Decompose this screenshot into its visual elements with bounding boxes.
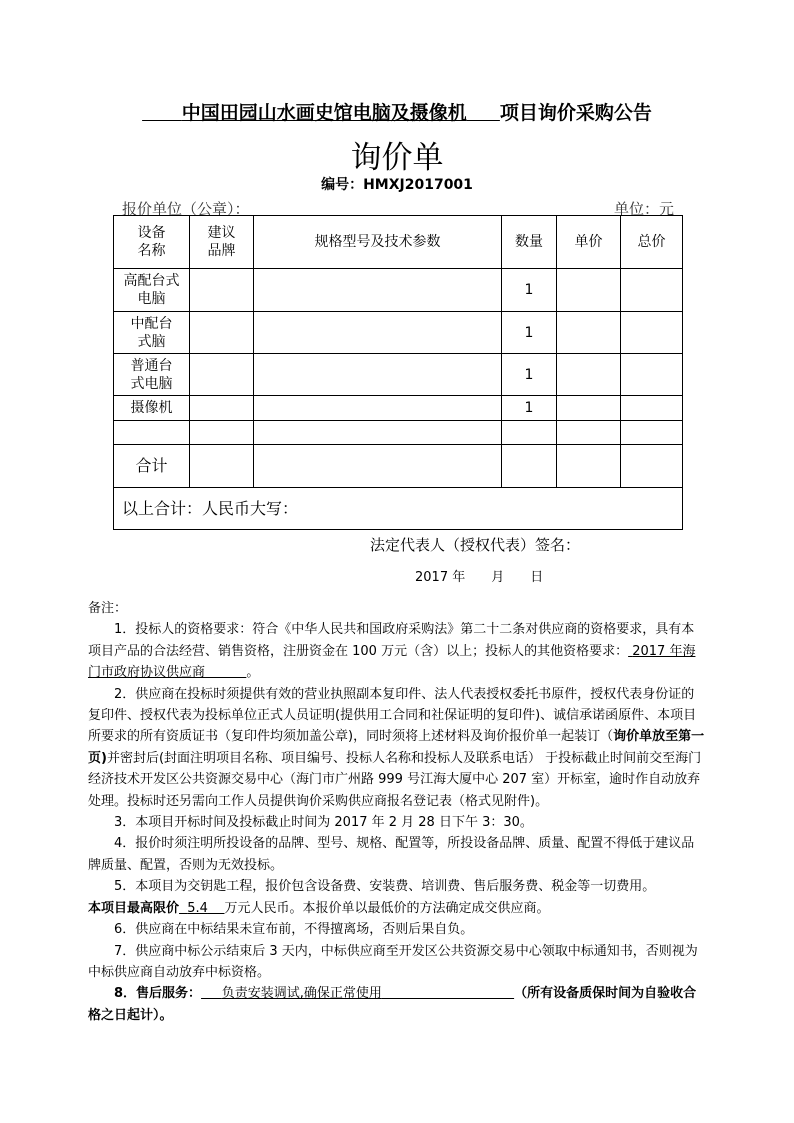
note-1-text: 1．投标人的资格要求：符合《中华人民共和国政府采购法》第二十二条对供应商的资格要求，具有本项目产品的合法经营、销售资格，注册资金在 100 万元（含）以上；投标人的其他资格要求： [88, 622, 695, 659]
note-8-label: 8．售后服务： [114, 986, 202, 1002]
header-brand [190, 216, 254, 269]
note-8-service: 负责安装调试,确保正常使用 [221, 986, 382, 1002]
header-device-name-text: 设备名称 [137, 225, 166, 259]
row-qty: 1 [502, 396, 557, 421]
max-price-label: 本项目最高限价 [88, 900, 180, 916]
max-price-line [88, 898, 706, 919]
row-qty: 1 [502, 269, 557, 312]
row-spec-cell[interactable] [254, 396, 502, 421]
row-brand-cell[interactable] [190, 354, 254, 396]
table-header-row [114, 216, 683, 269]
table-row [114, 421, 683, 445]
note-2-text-end: 并密封后(封面注明项目名称、项目编号、投标人名称和投标人及联系电话） 于投标截止时间前交至海门经济技术开发区公共资源交易中心（海门市广州路 999 号江海大厦中心 207 室）开标室，逾时作自动放弃处理。投标时还另需向工作人员提供询价采购供应商报名登记表（格式见附件)。 [88, 750, 702, 809]
row-spec-cell[interactable] [254, 421, 502, 445]
total-amount-cell[interactable] [621, 445, 683, 488]
row-device-name-text: 普通台式电脑 [130, 357, 173, 392]
row-qty: 1 [502, 354, 557, 396]
row-unit-price-cell[interactable] [557, 312, 621, 354]
document-code: 编号：HMXJ2017001 [321, 177, 473, 193]
row-device-name [114, 354, 190, 396]
total-qty-cell[interactable] [502, 445, 557, 488]
total-label: 合计 [114, 445, 190, 488]
sum-in-words-label[interactable]: 以上合计：人民币大写： [114, 488, 683, 530]
note-6: 6．供应商在中标结果未宣布前，不得擅离场，否则后果自负。 [114, 922, 474, 938]
signature-label: 法定代表人（授权代表）签名： [370, 536, 581, 554]
row-device-name [114, 269, 190, 312]
note-4: 4．报价时须注明所投设备的品牌、型号、规格、配置等，所投设备品牌、质量、配置不得低于建议品牌质量、配置，否则为无效投标。 [88, 836, 695, 873]
row-device-name [114, 312, 190, 354]
row-spec-cell[interactable] [254, 269, 502, 312]
note-1-qualification: 2017 年海门市政府协议供应商 [88, 643, 696, 681]
row-device-name: 摄像机 [114, 396, 190, 421]
row-brand-cell[interactable] [190, 312, 254, 354]
row-device-name-text: 高配台式电脑 [123, 273, 180, 307]
note-2 [88, 684, 706, 812]
total-brand-cell[interactable] [190, 445, 254, 488]
signature-date: 2017 年 月 日 [415, 570, 544, 585]
currency-unit: 单位：元 [613, 200, 674, 218]
row-total-price-cell[interactable] [621, 269, 683, 312]
row-total-price-cell[interactable] [621, 312, 683, 354]
table-row [114, 312, 683, 354]
note-8 [88, 983, 706, 1026]
header-brand-text: 建议品牌 [207, 225, 236, 259]
total-row [114, 445, 683, 488]
row-brand-cell[interactable] [190, 269, 254, 312]
row-device-name-text: 中配台式脑 [130, 315, 173, 350]
row-brand-cell[interactable] [190, 396, 254, 421]
header-unit-price: 单价 [557, 216, 621, 269]
title-project: 中国田园山水画史馆电脑及摄像机 [181, 102, 467, 124]
note-3: 3．本项目开标时间及投标截止时间为 2017 年 2 月 28 日下午 3：30。 [114, 815, 533, 831]
header-device-name [114, 216, 190, 269]
header-qty: 数量 [502, 216, 557, 269]
row-total-price-cell[interactable] [621, 354, 683, 396]
quote-unit-label: 报价单位（公章）： [122, 200, 250, 218]
row-unit-price-cell[interactable] [557, 396, 621, 421]
note-1-end: 。 [246, 665, 260, 681]
note-5: 5．本项目为交钥匙工程，报价包含设备费、安装费、培训费、售后服务费、税金等一切费用。 [114, 879, 656, 895]
note-7: 7．供应商中标公示结束后 3 天内，中标供应商至开发区公共资源交易中心领取中标通知书，否则视为中标供应商自动放弃中标资格。 [88, 943, 698, 980]
row-unit-price-cell[interactable] [557, 269, 621, 312]
table-row [114, 354, 683, 396]
document-title [0, 98, 794, 125]
header-spec: 规格型号及技术参数 [254, 216, 502, 269]
row-unit-price-cell[interactable] [557, 354, 621, 396]
row-qty [502, 421, 557, 445]
row-total-price-cell[interactable] [621, 396, 683, 421]
sum-row [114, 488, 683, 530]
note-1 [88, 619, 706, 683]
notes-heading: 备注： [88, 601, 128, 616]
max-price-value: 5.4 [187, 900, 208, 916]
max-price-text: 万元人民币。本报价单以最低价的方法确定成交供应商。 [224, 900, 550, 916]
row-unit-price-cell[interactable] [557, 421, 621, 445]
note-2-text: 2．供应商在投标时须提供有效的营业执照副本复印件、法人代表授权委托书原件，授权代表身份证的复印件、授权代表为投标单位正式人员证明(提供用工合同和社保证明的复印件)、诚信承诺函原件、本项目所要求的所有资质证书（复印件均须加盖公章)，同时须将上述材料及询价报价单一起装订（ [88, 686, 697, 745]
form-title: 询价单 [350, 140, 444, 176]
quote-table [113, 215, 683, 530]
total-spec-cell[interactable] [254, 445, 502, 488]
row-spec-cell[interactable] [254, 354, 502, 396]
row-brand-cell[interactable] [190, 421, 254, 445]
row-qty: 1 [502, 312, 557, 354]
notes-section [88, 598, 706, 1026]
table-row [114, 396, 683, 421]
table-row [114, 269, 683, 312]
row-device-name [114, 421, 190, 445]
note-2-bold: 询价单放至第一页) [88, 729, 705, 766]
header-total-price: 总价 [621, 216, 683, 269]
row-spec-cell[interactable] [254, 312, 502, 354]
row-total-price-cell[interactable] [621, 421, 683, 445]
note-8-text: （所有设备质保时间为自验收合格之日起计）。 [88, 986, 697, 1023]
title-suffix: 项目询价采购公告 [499, 102, 652, 124]
total-unit-price-cell[interactable] [557, 445, 621, 488]
